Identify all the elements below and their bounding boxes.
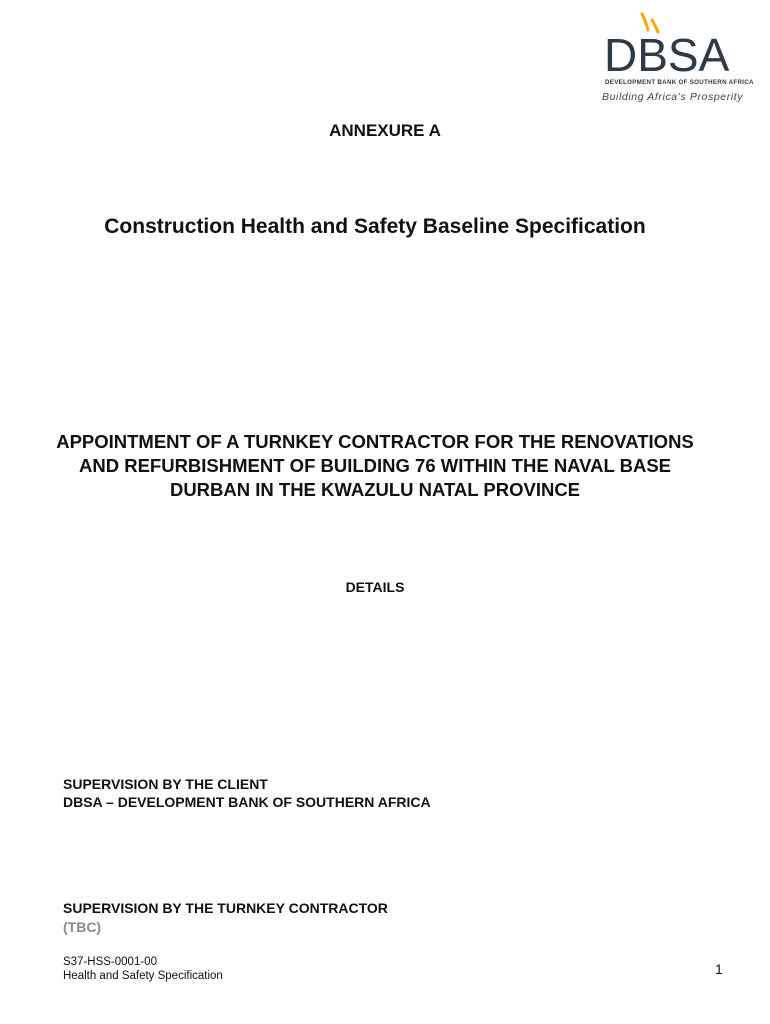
dbsa-logo [600, 12, 755, 107]
footer-doc-name: Health and Safety Specification [63, 970, 223, 982]
document-title: Construction Health and Safety Baseline Specification [104, 215, 646, 238]
footer-doc-number: S37-HSS-0001-00 [63, 956, 157, 968]
project-title: APPOINTMENT OF A TURNKEY CONTRACTOR FOR THE RENOVATIONS AND REFURBISHMENT OF BUILDING 76 WITHIN THE NAVAL BASE DURBAN IN THE KWAZULU NATAL PROVINCE [56, 431, 694, 500]
logo-tagline: Building Africa’s Prosperity [602, 91, 744, 103]
page-number: 1 [715, 961, 723, 977]
contractor-supervision-label: SUPERVISION BY THE TURNKEY CONTRACTOR [63, 900, 388, 916]
logo-subtitle: DEVELOPMENT BANK OF SOUTHERN AFRICA [605, 79, 754, 86]
details-heading: DETAILS [345, 579, 405, 595]
contractor-supervision-block [63, 899, 388, 937]
client-supervision-label: SUPERVISION BY THE CLIENT [63, 776, 268, 792]
client-supervision-value: DBSA – DEVELOPMENT BANK OF SOUTHERN AFRICA [63, 794, 431, 810]
logo-name: DBSA [604, 29, 730, 81]
footer-document-info [63, 955, 223, 983]
annexure-heading: ANNEXURE A [329, 121, 441, 140]
contractor-supervision-value: (TBC) [63, 919, 102, 935]
client-supervision-block [63, 775, 431, 811]
